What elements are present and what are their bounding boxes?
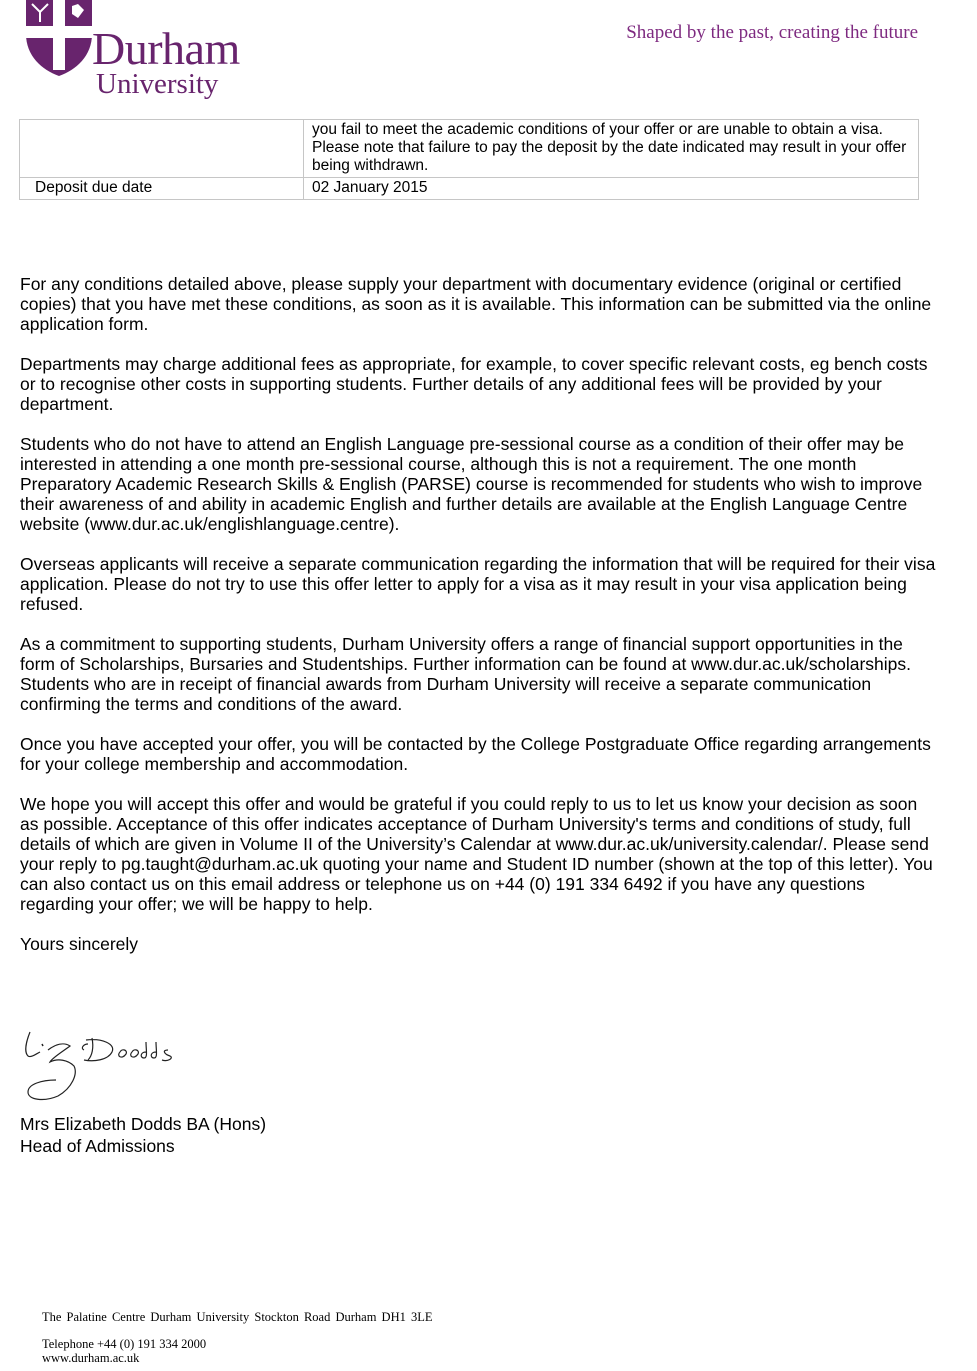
acceptance-paragraph: We hope you will accept this offer and would be grateful if you could reply to us to let us know your decision as soon as possible. Acceptance of this offer indicates acceptance of Durham University's terms and conditions of study, full details of which are given in Volume II of the University’s Calendar at www.dur.ac.uk/university.calendar/. Please send your reply to pg.taught@durham.ac.uk quoting your name and Student ID number (shown at the top of this letter). You can also contact us on this email address or telephone us on +44 (0) 191 334 6492 if you have any questions regarding your offer; we will be happy to help. <box>20 794 933 914</box>
footer-website: www.durham.ac.uk <box>42 1351 140 1365</box>
handwritten-signature <box>22 1022 192 1110</box>
logo-wordmark-university: University <box>96 68 219 100</box>
table-row <box>20 178 919 200</box>
offer-details-table <box>19 119 919 200</box>
letter-footer <box>42 1310 433 1365</box>
logo-wordmark-durham: Durham <box>92 23 240 74</box>
durham-university-logo <box>26 0 276 108</box>
college-paragraph: Once you have accepted your offer, you will be contacted by the College Postgraduate Office regarding arrangements for your college membership and accommodation. <box>20 734 931 774</box>
letter-body <box>20 274 940 974</box>
visa-paragraph: Overseas applicants will receive a separate communication regarding the information that will be required for their visa application. Please do not try to use this offer letter to apply for a visa as it may result in your visa application being refused. <box>20 554 936 614</box>
signatory-title: Head of Admissions <box>20 1136 175 1156</box>
table-cell-label <box>20 120 304 178</box>
closing-salutation: Yours sincerely <box>20 934 139 954</box>
table-cell-value: you fail to meet the academic conditions of your offer or are unable to obtain a visa. Please note that failure to pay the deposit by the date indicated may result in your offer being withdrawn. <box>304 120 919 178</box>
conditions-paragraph: For any conditions detailed above, please supply your department with documentary evidence (original or certified copies) that you have met these conditions, as soon as it is available. This information can be submitted via the online application form. <box>20 274 932 334</box>
english-language-paragraph: Students who do not have to attend an English Language pre-sessional course as a condition of their offer may be interested in attending a one month pre-sessional course, although this is not a requirement. The one month Preparatory Academic Research Skills & English (PARSE) course is recommended for students who wish to improve their awareness of and ability in academic English and further details are available at the English Language Centre website (www.dur.ac.uk/englishlanguage.centre). <box>20 434 923 534</box>
signatory-name: Mrs Elizabeth Dodds BA (Hons) <box>20 1114 267 1134</box>
deposit-due-date-label: Deposit due date <box>20 178 304 200</box>
additional-fees-paragraph: Departments may charge additional fees as appropriate, for example, to cover specific relevant costs, eg bench costs or to recognise other costs in supporting students. Further details of any additional fees will be provided by your department. <box>20 354 928 414</box>
table-row <box>20 120 919 178</box>
footer-telephone: Telephone +44 (0) 191 334 2000 <box>42 1337 207 1351</box>
university-tagline: Shaped by the past, creating the future <box>626 22 918 43</box>
deposit-due-date-value: 02 January 2015 <box>304 178 919 200</box>
scholarships-paragraph: As a commitment to supporting students, Durham University offers a range of financial support opportunities in the form of Scholarships, Bursaries and Studentships. Further information can be found at www.dur.ac.uk/scholarships. Students who are in receipt of financial awards from Durham University will receive a separate communication confirming the terms and conditions of the award. <box>20 634 912 714</box>
footer-address: The Palatine Centre Durham University Stockton Road Durham DH1 3LE <box>42 1310 433 1324</box>
shield-icon <box>26 0 92 76</box>
